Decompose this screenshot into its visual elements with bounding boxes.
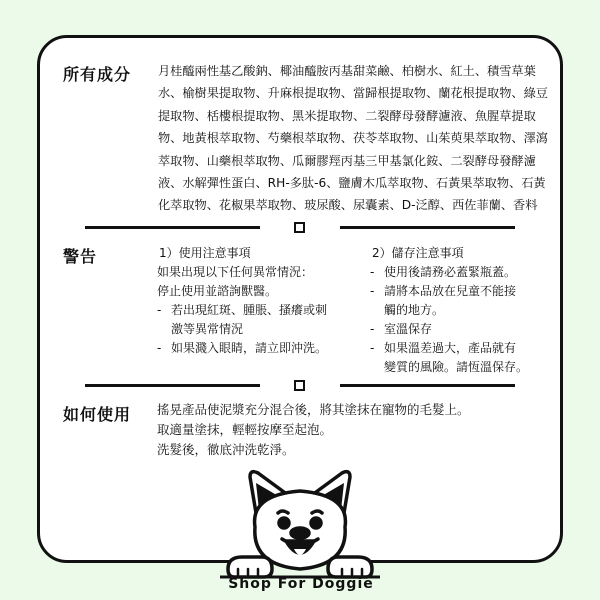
divider-left xyxy=(85,226,260,229)
divider-square-icon xyxy=(294,222,305,233)
how-to-use-line: 洗髮後，徹底沖洗乾淨。 xyxy=(157,442,295,457)
brand-name: Shop For Doggie xyxy=(228,576,374,592)
ingredients-title: 所有成分 xyxy=(63,65,132,84)
divider-left xyxy=(85,384,260,387)
ingredients-text: 月桂醯兩性基乙酸鈉、椰油醯胺丙基甜菜鹼、柏樹水、紅土、積雪草葉水、榆樹果提取物、升麻根提取物、當歸根提取物、蘭花根提取物、綠豆提取物、栝樓根提取物、黑米提取物、二裂酵母發酵濾液、魚腥草提取物、地黃根萃取物、芍藥根萃取物、茯苓萃取物、山茱萸果萃取物、澤瀉萃取物、山藥根萃取物、瓜爾膠羥丙基三甲基氯化銨、二裂酵母發酵濾液、水解彈性蛋白、RH-多肽-6、鹽膚木瓜萃取物、石黃果萃取物、石黃化萃取物、花椒果萃取物、玻尿酸、尿囊素、D-泛醇、西佐菲蘭、香料 xyxy=(158,64,548,213)
french-bulldog-logo-icon xyxy=(220,465,380,580)
list-item: - 請將本品放在兒童不能接 觸的地方。 xyxy=(370,284,517,317)
how-to-use-title: 如何使用 xyxy=(63,405,132,424)
usage-notes-intro-2: 停止使用並諮詢獸醫。 xyxy=(157,284,278,298)
storage-notes-heading: 2）儲存注意事項 xyxy=(372,246,464,260)
divider-right xyxy=(340,384,515,387)
list-item: - 室溫保存 xyxy=(370,322,433,336)
divider-right xyxy=(340,226,515,229)
warning-title: 警告 xyxy=(63,247,98,266)
list-item: - 如果溫差過大，產品就有 變質的風險。請恆溫保存。 xyxy=(370,341,529,374)
storage-notes xyxy=(370,244,560,377)
how-to-use-text xyxy=(157,400,470,460)
how-to-use-line: 搖晃產品使泥漿充分混合後，將其塗抹在寵物的毛髮上。 xyxy=(157,402,470,417)
how-to-use-line: 取適量塗抹，輕輕按摩至起泡。 xyxy=(157,422,333,437)
usage-notes-heading: 1）使用注意事項 xyxy=(159,246,251,260)
list-item: - 如果濺入眼睛，請立即沖洗。 xyxy=(157,341,328,355)
usage-notes-intro-1: 如果出現以下任何異常情況： xyxy=(157,265,314,279)
usage-notes xyxy=(157,244,367,358)
list-item: - 使用後請務必蓋緊瓶蓋。 xyxy=(370,265,517,279)
divider-square-icon xyxy=(294,380,305,391)
list-item: - 若出現紅斑、腫脹、搔癢或刺 激等異常情況 xyxy=(157,303,328,336)
